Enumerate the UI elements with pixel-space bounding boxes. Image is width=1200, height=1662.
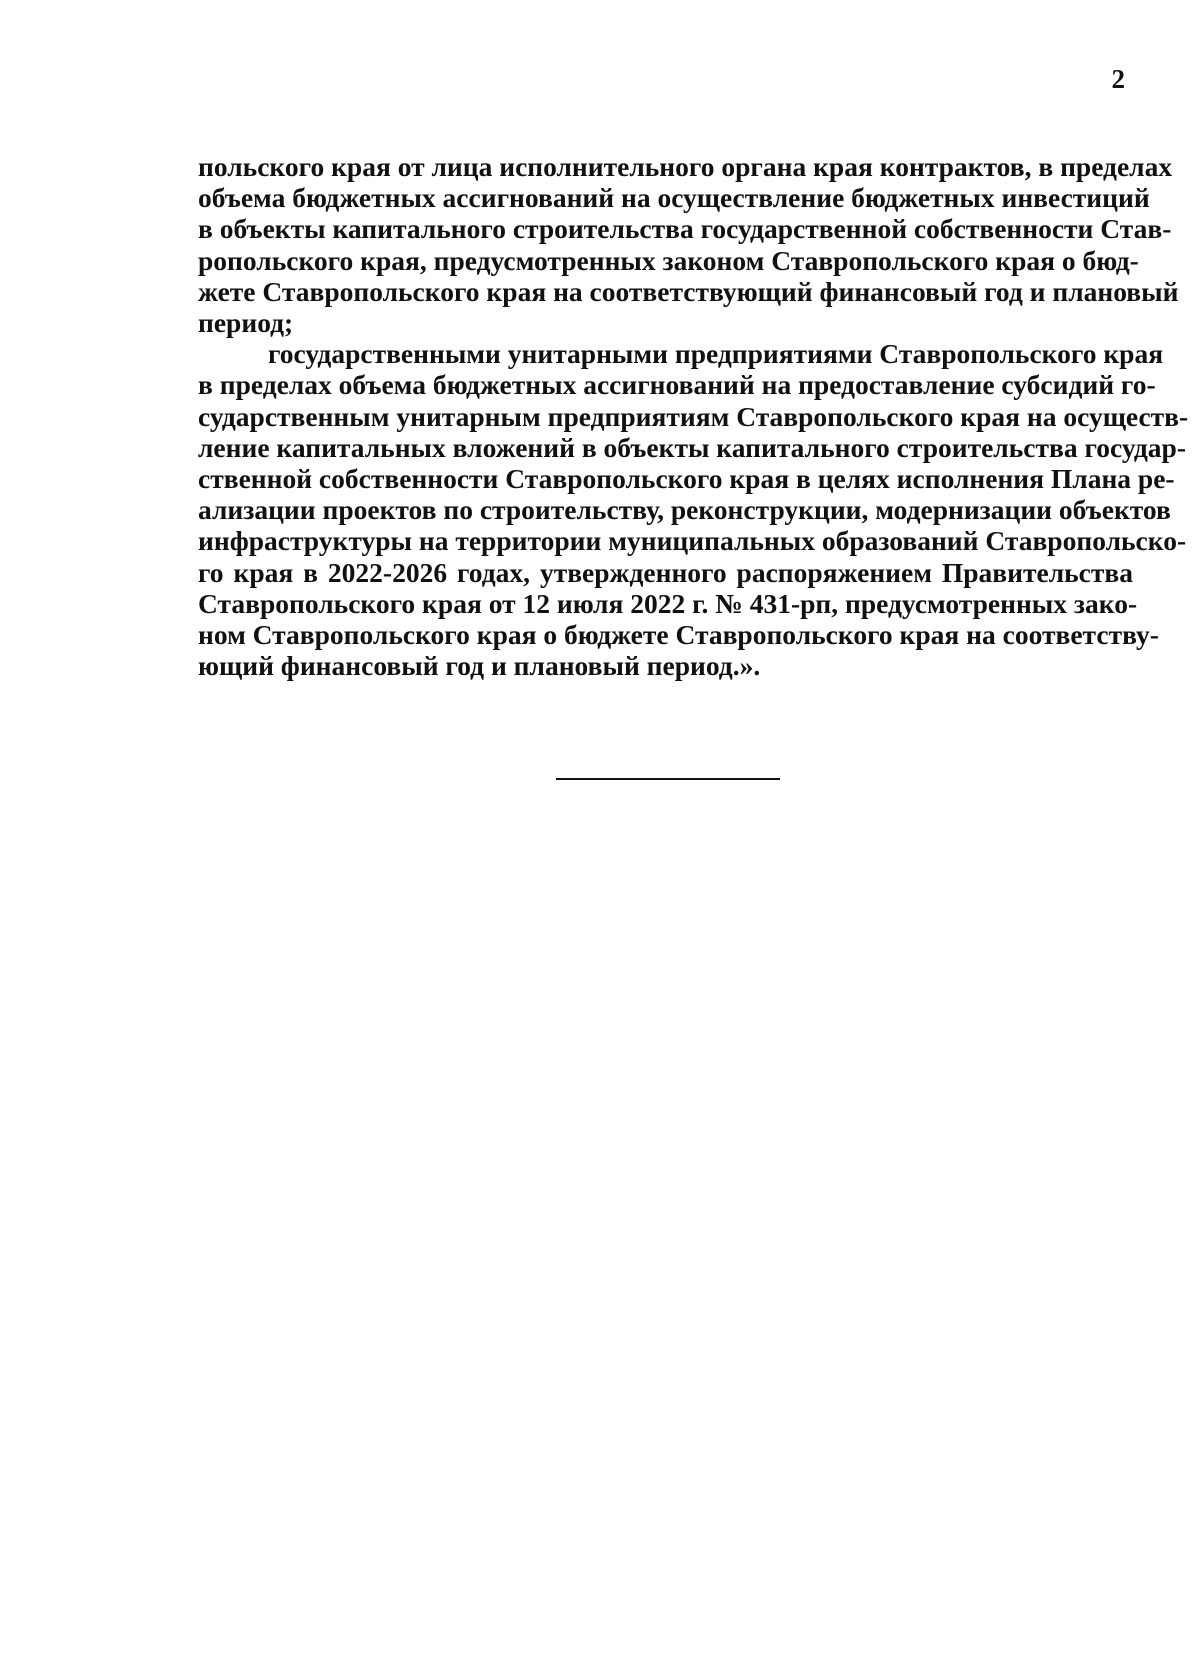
text-line: ализации проектов по строительству, реконструкции, модернизации объектов xyxy=(198,494,1171,526)
text-line: го края в 2022-2026 годах, утвержденного распоряжением Правительства xyxy=(198,556,1133,588)
paragraph-1 xyxy=(198,151,1179,339)
text-line: Ставропольского края от 12 июля 2022 г. № 431-рп, предусмотренных зако- xyxy=(198,587,1138,619)
paragraph-2 xyxy=(198,338,1189,682)
text-line: инфраструктуры на территории муниципальных образований Ставропольско- xyxy=(198,525,1187,557)
text-line: польского края от лица исполнительного органа края контрактов, в пределах xyxy=(198,151,1173,182)
text-line: в объекты капитального строительства государственной собственности Став- xyxy=(198,213,1172,245)
end-of-document-rule xyxy=(556,778,780,780)
text-line: государственными унитарными предприятиями Ставропольского края xyxy=(268,338,1164,370)
text-line: ропольского края, предусмотренных законом Ставропольского края о бюд- xyxy=(198,244,1139,276)
text-line: ющий финансовый год и плановый период.». xyxy=(198,650,761,682)
text-line: жете Ставропольского края на соответствующий финансовый год и плановый xyxy=(198,275,1179,307)
text-line: сударственным унитарным предприятиям Ставропольского края на осуществ- xyxy=(198,400,1189,432)
text-line: в пределах объема бюджетных ассигнований на предоставление субсидий го- xyxy=(198,369,1156,401)
document-body xyxy=(198,151,1189,682)
text-line: ление капитальных вложений в объекты капитального строительства государ- xyxy=(198,431,1186,463)
text-line: объема бюджетных ассигнований на осуществление бюджетных инвестиций xyxy=(198,182,1150,214)
text-line: период; xyxy=(198,307,294,339)
text-line: ном Ставропольского края о бюджете Ставропольского края на соответству- xyxy=(198,619,1159,651)
text-line: ственной собственности Ставропольского края в целях исполнения Плана ре- xyxy=(198,463,1175,495)
page-number: 2 xyxy=(1111,64,1125,94)
